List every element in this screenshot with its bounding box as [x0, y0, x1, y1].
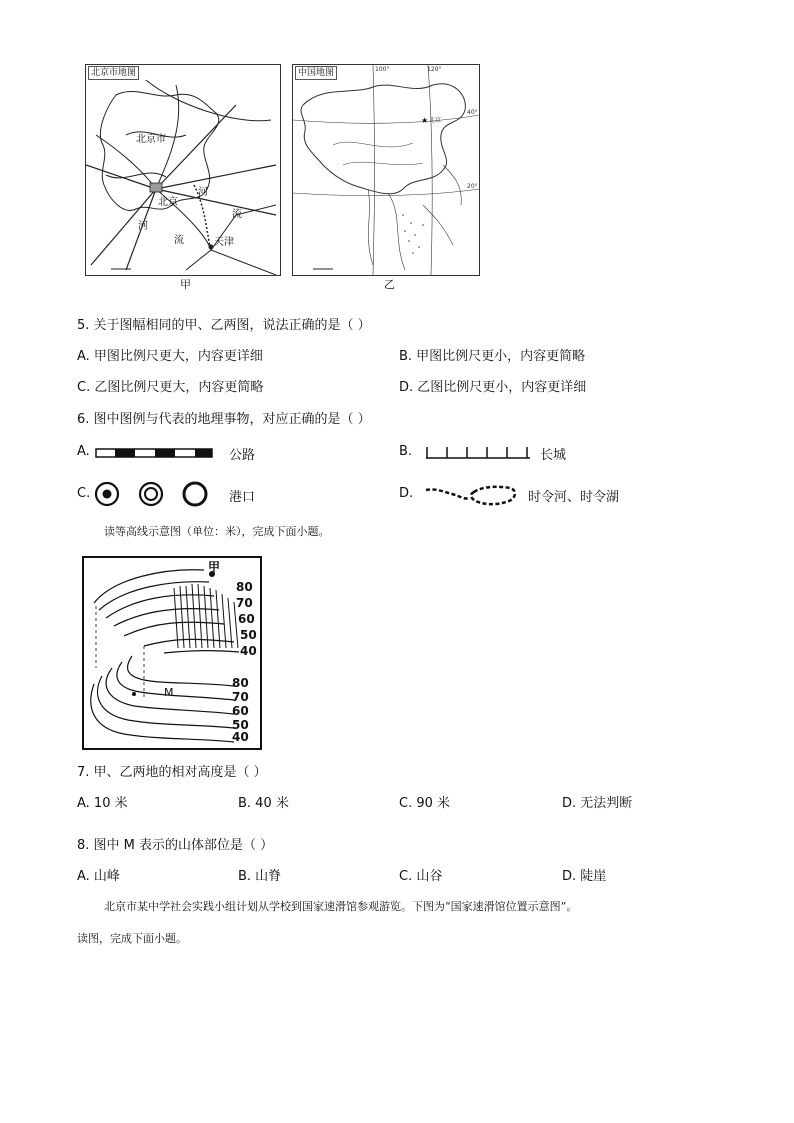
q6-option-d[interactable]: [399, 486, 413, 501]
q6-option-c[interactable]: [77, 486, 90, 501]
contour-label-m: M: [164, 686, 174, 699]
q6-option-c-letter: C.: [77, 486, 91, 501]
label-liu-2: 流: [174, 235, 184, 246]
q8-option-b[interactable]: B. 山脊: [238, 869, 282, 884]
q6-option-d-letter: D.: [399, 486, 414, 501]
label-tianjin: 天津: [214, 237, 234, 248]
label-beijing-point: 北京: [429, 117, 442, 124]
q6-option-d-text: 时令河、时令湖: [528, 490, 620, 505]
great-wall-icon: [424, 443, 532, 461]
contour-bottom-60: 60: [232, 704, 249, 718]
label-liu-1: 流: [232, 209, 242, 220]
q8-option-a[interactable]: A. 山峰: [77, 869, 120, 884]
china-map-drawing: [293, 65, 479, 275]
label-lon-100: 100°: [375, 66, 390, 73]
q6-option-a-text: 公路: [229, 448, 256, 463]
q5-option-c[interactable]: C. 乙图比例尺更大，内容更简略: [77, 380, 264, 395]
caption-yi: 乙: [384, 278, 395, 291]
q6-option-a-letter: A.: [77, 444, 90, 459]
label-beijing: 北京: [158, 197, 178, 208]
q5-option-b[interactable]: B. 甲图比例尺更小，内容更简略: [399, 349, 586, 364]
city-circles-icon: [93, 480, 211, 508]
q6-option-a[interactable]: [77, 444, 90, 459]
label-lon-120: 120°: [427, 66, 442, 73]
beijing-map-title: 北京市地图: [88, 66, 139, 80]
contour-top-40: 40: [240, 644, 257, 658]
contour-intro: 读等高线示意图（单位：米），完成下面小题。: [104, 525, 330, 538]
q6-option-b-text: 长城: [540, 448, 567, 463]
contour-top-80: 80: [236, 580, 253, 594]
contour-bottom-40: 40: [232, 730, 249, 744]
speed-skating-intro-line1: 北京市某中学社会实践小组计划从学校到国家速滑馆参观游览。下图为“国家速滑馆位置示意图”。: [104, 900, 578, 913]
q8-option-c[interactable]: C. 山谷: [399, 869, 443, 884]
q5-option-d[interactable]: D. 乙图比例尺更小，内容更详细: [399, 380, 587, 395]
china-map-title: 中国地图: [295, 66, 337, 80]
q6-stem: 6. 图中图例与代表的地理事物，对应正确的是（ ）: [77, 412, 371, 427]
contour-bottom-70: 70: [232, 690, 249, 704]
caption-jia: 甲: [180, 278, 191, 291]
contour-bottom-80: 80: [232, 676, 249, 690]
q8-option-d[interactable]: D. 陡崖: [562, 869, 607, 884]
q6-option-b[interactable]: [399, 444, 412, 459]
contour-label-jia: 甲: [208, 560, 221, 574]
svg-text:★: ★: [421, 116, 429, 125]
q7-option-c[interactable]: C. 90 米: [399, 796, 451, 811]
speed-skating-intro-line2: 读图，完成下面小题。: [77, 932, 187, 945]
q7-option-a[interactable]: A. 10 米: [77, 796, 128, 811]
q7-option-b[interactable]: B. 40 米: [238, 796, 289, 811]
contour-top-50: 50: [240, 628, 257, 642]
q8-stem: 8. 图中 M 表示的山体部位是（ ）: [77, 838, 274, 853]
label-he-1: 河: [198, 187, 208, 198]
q7-stem: 7. 甲、乙两地的相对高度是（ ）: [77, 765, 267, 780]
china-map: [292, 64, 480, 276]
railway-icon: [95, 447, 213, 459]
contour-top-70: 70: [236, 596, 253, 610]
contour-top-60: 60: [238, 612, 255, 626]
label-beijing-shi: 北京市: [136, 134, 166, 145]
label-lat-20: 20°: [467, 183, 478, 190]
q6-option-c-text: 港口: [229, 490, 256, 505]
beijing-map: [85, 64, 281, 276]
contour-bottom-50: 50: [232, 718, 249, 732]
q7-option-d[interactable]: D. 无法判断: [562, 796, 633, 811]
seasonal-river-lake-icon: [424, 482, 518, 508]
contour-map: [82, 556, 262, 750]
label-he-2: 河: [138, 221, 148, 232]
q5-stem: 5. 关于图幅相同的甲、乙两图，说法正确的是（ ）: [77, 318, 371, 333]
label-lat-40: 40°: [467, 109, 478, 116]
q5-option-a[interactable]: A. 甲图比例尺更大，内容更详细: [77, 349, 263, 364]
q6-option-b-letter: B.: [399, 444, 413, 459]
